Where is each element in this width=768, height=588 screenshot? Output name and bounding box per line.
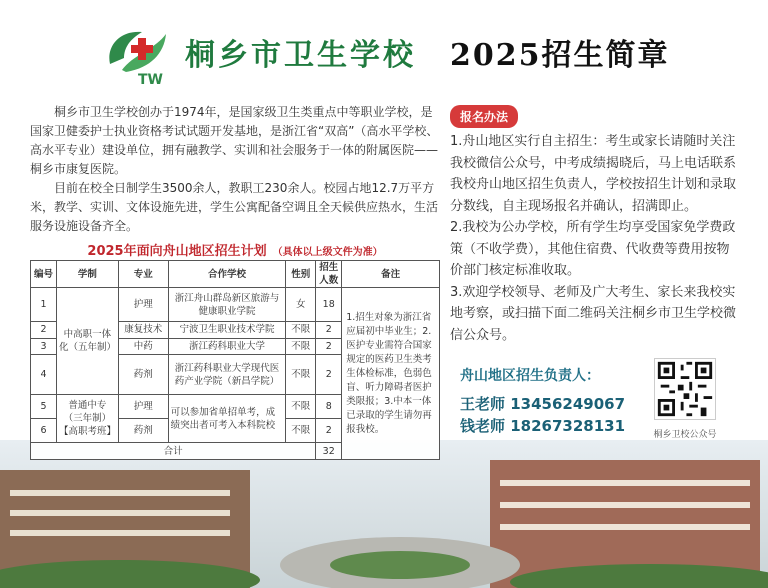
partner-school-cell: 宁波卫生职业技术学院: [168, 322, 286, 339]
table-header-row: [31, 261, 440, 288]
total-count: 32: [316, 443, 342, 460]
table-header: 性别: [286, 261, 316, 288]
gender-cell: 不限: [286, 338, 316, 355]
school-logo: [102, 24, 172, 86]
major-cell: 护理: [118, 395, 168, 419]
method-item-1: 1.舟山地区实行自主招生：考生或家长请随时关注我校微信公众号，中考成绩揭晓后，马上电话联系我校舟山地区招生负责人，学校按招生计划和录取分数线，自主现场报名并确认，招满即止。: [450, 134, 737, 214]
method-item-3: 3.欢迎学校领导、老师及广大考生、家长来我校实地考察，或扫描下面二维码关注桐乡市卫生学校微信公众号。: [450, 284, 737, 343]
document-title: 2025招生简章: [450, 38, 670, 73]
enrollment-method-badge: 报名办法: [450, 105, 518, 128]
plan-title: [30, 240, 440, 259]
count-cell: 2: [316, 419, 342, 443]
partner-school-cell: 浙江舟山群岛新区旅游与健康职业学院: [168, 288, 286, 322]
remarks-cell: 1.招生对象为浙江省应届初中毕业生；2.医护专业需符合国家规定的医药卫生类考生体检标准，色弱色盲、听力障碍者医护类限报；3.中本一体已录取的学生请勿再报我校。: [342, 288, 440, 460]
table-header: 合作学校: [168, 261, 286, 288]
enrollment-plan-table: [30, 260, 440, 460]
major-cell: 康复技术: [118, 322, 168, 339]
table-header: 编号: [31, 261, 57, 288]
count-cell: 8: [316, 395, 342, 419]
table-header: 专业: [118, 261, 168, 288]
count-cell: 18: [316, 288, 342, 322]
partner-school-cell: 可以参加省单招单考，成绩突出者可考入本科院校: [168, 395, 286, 443]
row-number: 1: [31, 288, 57, 322]
row-number: 2: [31, 322, 57, 339]
gender-cell: 不限: [286, 355, 316, 395]
major-cell: 中药: [118, 338, 168, 355]
major-cell: 药剂: [118, 355, 168, 395]
method-item-2: 2.我校为公办学校，所有学生均享受国家免学费政策（不收学费），其他住宿费、代收费等费用按物价部门核定标准收取。: [450, 220, 736, 278]
major-cell: 护理: [118, 288, 168, 322]
partner-school-cell: 浙江药科职业大学: [168, 338, 286, 355]
count-cell: 2: [316, 322, 342, 339]
contact-block: [460, 365, 625, 437]
system-cell: 普通中专（三年制）【高职考班】: [56, 395, 118, 443]
enrollment-method: [450, 131, 742, 346]
campus-photo: [0, 440, 768, 588]
intro-paragraph-1: 桐乡市卫生学校创办于1974年，是国家级卫生类重点中等职业学校，是国家卫健委护士执业资格考试试题开发基地，是浙江省“双高”（高水平学校、高水平专业）建设单位，拥有融教学、实训和社会服务于一体的附属医院——桐乡市康复医院。: [30, 105, 439, 176]
gender-cell: 不限: [286, 419, 316, 443]
gender-cell: 不限: [286, 322, 316, 339]
contact-title: 舟山地区招生负责人：: [460, 368, 600, 384]
gender-cell: 女: [286, 288, 316, 322]
total-label: 合计: [31, 443, 316, 460]
qr-code[interactable]: [654, 358, 716, 420]
plan-title-text: 2025年面向舟山地区招生计划: [87, 244, 267, 259]
table-header: 备注: [342, 261, 440, 288]
count-cell: 2: [316, 355, 342, 395]
gender-cell: 不限: [286, 395, 316, 419]
contact-person-1: 王老师 13456249067: [460, 395, 626, 413]
row-number: 6: [31, 419, 57, 443]
school-introduction: [30, 103, 440, 236]
intro-paragraph-2: 目前在校全日制学生3500余人，教职工230余人。校园占地12.7万平方米，教学、实训、文体设施先进，学生公寓配备空调且全天候供应热水，生活服务设施设备齐全。: [30, 181, 439, 233]
contact-person-2: 钱老师 18267328131: [460, 417, 626, 435]
school-name: 桐乡市卫生学校: [185, 38, 416, 73]
row-number: 4: [31, 355, 57, 395]
major-cell: 药剂: [118, 419, 168, 443]
row-number: 5: [31, 395, 57, 419]
system-cell: 中高职一体化（五年制）: [56, 288, 118, 395]
table-header: 招生人数: [316, 261, 342, 288]
logo-text: TW: [138, 72, 163, 86]
table-header: 学制: [56, 261, 118, 288]
qr-caption: 桐乡卫校公众号: [653, 430, 717, 440]
table-row: [31, 288, 440, 322]
plan-title-note: （具体以上级文件为准）: [272, 247, 383, 258]
row-number: 3: [31, 338, 57, 355]
partner-school-cell: 浙江药科职业大学现代医药产业学院（新昌学院）: [168, 355, 286, 395]
count-cell: 2: [316, 338, 342, 355]
